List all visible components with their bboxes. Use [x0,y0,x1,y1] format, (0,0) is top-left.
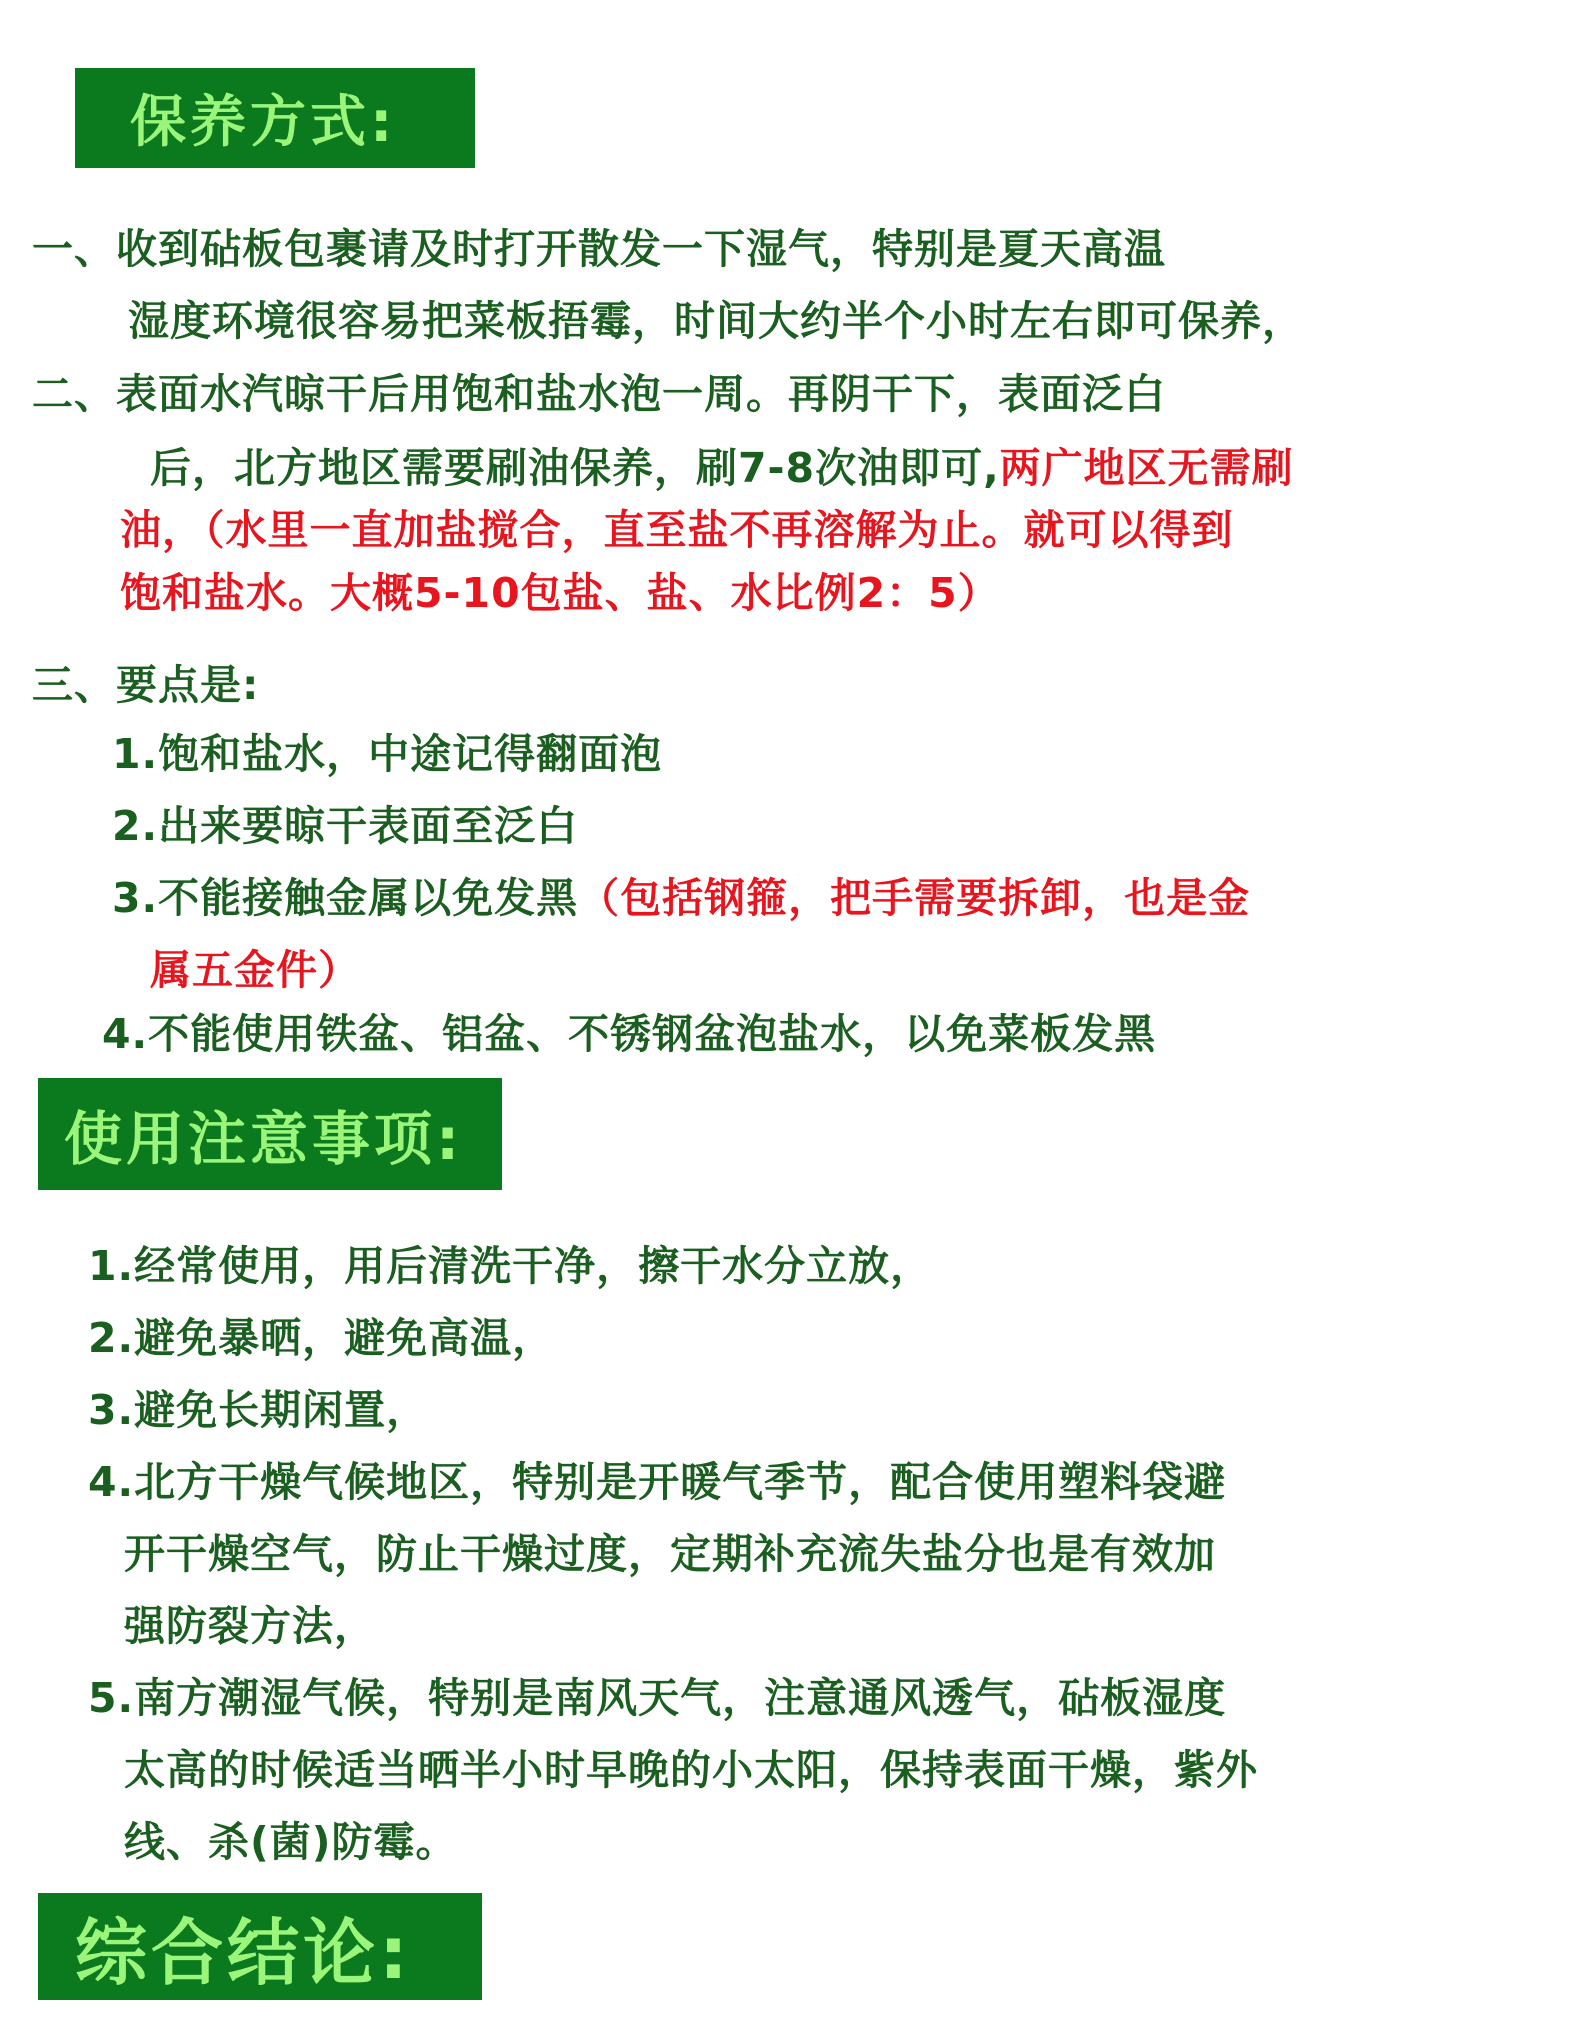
section-banner-usage [38,1078,502,1190]
care-item-1-line-2: 湿度环境很容易把菜板捂霉，时间大约半个小时左右即可保养， [128,297,1304,345]
usage-item-4-line-1: 4.北方干燥气候地区，特别是开暖气季节，配合使用塑料袋避 [88,1458,1227,1506]
care-item-2-highlight: 两广地区无需刷 [999,444,1294,492]
section-banner-conclusion [38,1893,482,2000]
usage-item-5-line-1: 5.南方潮湿气候，特别是南风天气，注意通风透气，砧板湿度 [88,1674,1227,1722]
key-point-3-text: 3.不能接触金属以免发黑 [112,874,579,922]
usage-item-5-line-3: 线、杀(菌)防霉。 [124,1818,458,1866]
care-item-2-line-2 [150,438,1294,498]
care-item-1-line-1: 一、收到砧板包裹请及时打开散发一下湿气，特别是夏天高温 [32,225,1166,273]
usage-item-4-line-2: 开干燥空气，防止干燥过度，定期补充流失盐分也是有效加 [124,1530,1216,1578]
key-point-3 [112,868,1250,928]
section-banner-care [75,68,475,168]
care-item-2-line-1: 二、表面水汽晾干后用饱和盐水泡一周。再阴干下，表面泛白 [32,370,1166,418]
usage-item-2: 2.避免暴晒，避免高温， [88,1314,555,1362]
usage-item-3: 3.避免长期闲置， [88,1386,429,1434]
section-title-care: 保养方式: [130,90,397,155]
care-item-2-line-2-text: 后，北方地区需要刷油保养，刷7-8次油即可, [150,444,1000,492]
key-point-2: 2.出来要晾干表面至泛白 [112,802,579,850]
section-title-conclusion: 综合结论: [75,1910,412,1995]
care-key-points-heading: 三、要点是: [32,661,260,709]
usage-item-4-line-3: 强防裂方法， [124,1602,376,1650]
key-point-3-line-2: 属五金件） [150,946,360,994]
section-title-usage: 使用注意事项: [64,1105,464,1173]
key-point-3-highlight: （包括钢箍，把手需要拆卸，也是金 [578,874,1251,922]
care-item-2-line-3: 油，（水里一直加盐搅合，直至盐不再溶解为止。就可以得到 [120,506,1234,554]
key-point-1: 1.饱和盐水，中途记得翻面泡 [112,730,663,778]
key-point-4: 4.不能使用铁盆、铝盆、不锈钢盆泡盐水，以免菜板发黑 [102,1010,1157,1058]
usage-item-5-line-2: 太高的时候适当晒半小时早晚的小太阳，保持表面干燥，紫外 [124,1746,1258,1794]
usage-item-1: 1.经常使用，用后清洗干净，擦干水分立放， [88,1242,933,1290]
care-item-2-line-4: 饱和盐水。大概5-10包盐、盐、水比例2：5） [120,569,1000,617]
